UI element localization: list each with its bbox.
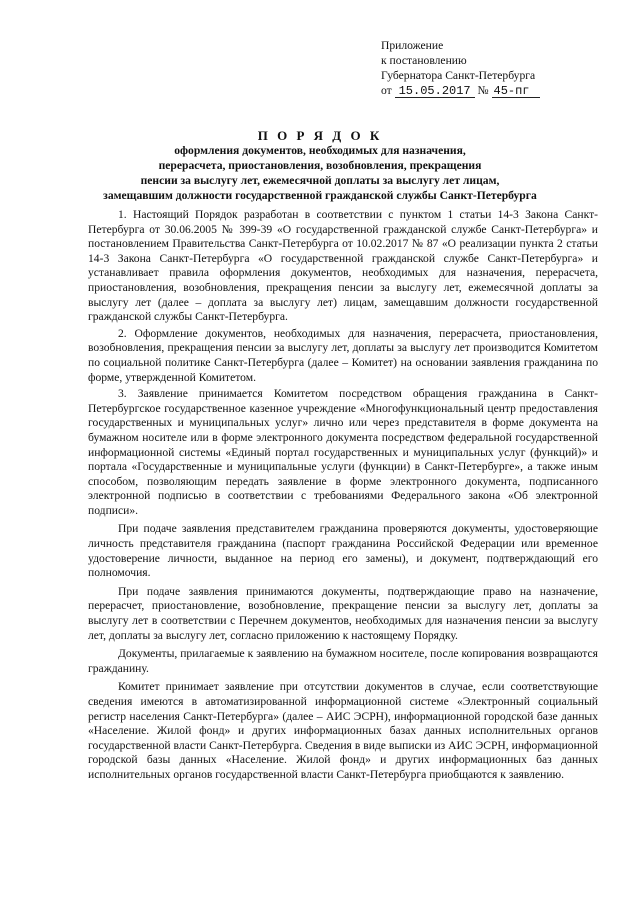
document-body: [88, 208, 598, 785]
subtitle-line: оформления документов, необходимых для назначения,: [174, 144, 466, 157]
number-prefix: №: [477, 84, 489, 97]
appendix-line-1: Приложение: [381, 39, 444, 52]
date-prefix: от: [381, 84, 392, 97]
paragraph-2: 2. Оформление документов, необходимых для назначения, перерасчета, приостановления, возобновления, прекращения пенсии за выслугу лет, доплаты за выслугу лет производится Комитетом по социальной политике Санкт-Петербурга (далее – Комитет) на основании заявления гражданина по форме, утвержденной Комитетом.: [88, 326, 598, 384]
paragraph-3: 3. Заявление принимается Комитетом посредством обращения гражданина в Санкт-Петербургское государственное казенное учреждение «Многофункциональный центр предоставления государственных и муниципальных услуг» лично или через представителя в форме документа на бумажном носителе или в форме электронного документа посредством федеральной государственной информационной системы «Единый портал государственных и муниципальных услуг (функций)» и портала «Государственные и муниципальные услуги (функции) в Санкт-Петербурге», а также иным способом, позволяющим передать заявление в форме электронного документа, подписанного электронной подписью в соответствии с требованиями Федерального закона «Об электронной подписи».: [88, 387, 598, 517]
subtitle-line: пенсии за выслугу лет, ежемесячной доплаты за выслугу лет лицам,: [140, 174, 500, 187]
document-date: 15.05.2017: [395, 85, 475, 98]
paragraph-committee: Комитет принимает заявление при отсутствии документов в случае, если соответствующие сведения имеются в автоматизированной информационной системе «Электронный социальный регистр населения Санкт-Петербурга» (далее – АИС ЭСРН), информационной городской базе данных «Население. Жилой фонд» и других информационных базах данных исполнительных органов государственной власти Санкт-Петербурга. Сведения в виде выписки из АИС ЭСРН, информационной городской базы данных «Население. Жилой фонд» и других информационных баз данных исполнительных органов государственной власти Санкт-Петербурга приобщаются к заявлению.: [88, 680, 598, 781]
subtitle-line: перерасчета, приостановления, возобновления, прекращения: [158, 159, 482, 172]
paragraph-representative: При подаче заявления представителем гражданина проверяются документы, удостоверяющие личность представителя гражданина (паспорт гражданина Российской Федерации или временное удостоверение личности, выданное на период его замены), и документ, подтверждающий его полномочия.: [88, 522, 598, 580]
appendix-header: [381, 38, 621, 98]
document-title-word: П О Р Я Д О К: [257, 128, 383, 143]
subtitle-line: замещавшим должности государственной гражданской службы Санкт-Петербурга: [103, 189, 537, 202]
paragraph-documents: При подаче заявления принимаются документы, подтверждающие право на назначение, перерасчет, приостановление, возобновление, прекращение пенсии за выслугу лет, доплаты за выслугу лет в соответствии с Перечнем документов, необходимых для назначения пенсии за выслугу лет, доплаты за выслугу лет, согласно приложению к настоящему Порядку.: [88, 584, 598, 642]
appendix-line-2: к постановлению: [381, 54, 467, 67]
document-subtitle: [60, 143, 580, 203]
paragraph-return: Документы, прилагаемые к заявлению на бумажном носителе, после копирования возвращаются гражданину.: [88, 647, 598, 675]
document-number: 45-пг: [492, 85, 540, 98]
appendix-date-line: [381, 83, 621, 98]
appendix-line-3: Губернатора Санкт-Петербурга: [381, 69, 536, 82]
paragraph-1: 1. Настоящий Порядок разработан в соответствии с пунктом 1 статьи 14-3 Закона Санкт-Петербурга от 30.06.2005 № 399-39 «О государственной гражданской службе Санкт-Петербурга» и постановлением Правительства Санкт-Петербурга от 10.02.2017 № 87 «О реализации пункта 2 статьи 14-3 Закона Санкт-Петербурга «О государственной гражданской службе Санкт-Петербурга» и устанавливает правила оформления документов, необходимых для назначения, перерасчета, приостановления, возобновления, прекращения пенсии за выслугу лет, ежемесячной доплаты за выслугу лет (далее – доплата за выслугу лет) лицам, замещавшим должности государственной гражданской службы Санкт-Петербурга.: [88, 208, 598, 324]
